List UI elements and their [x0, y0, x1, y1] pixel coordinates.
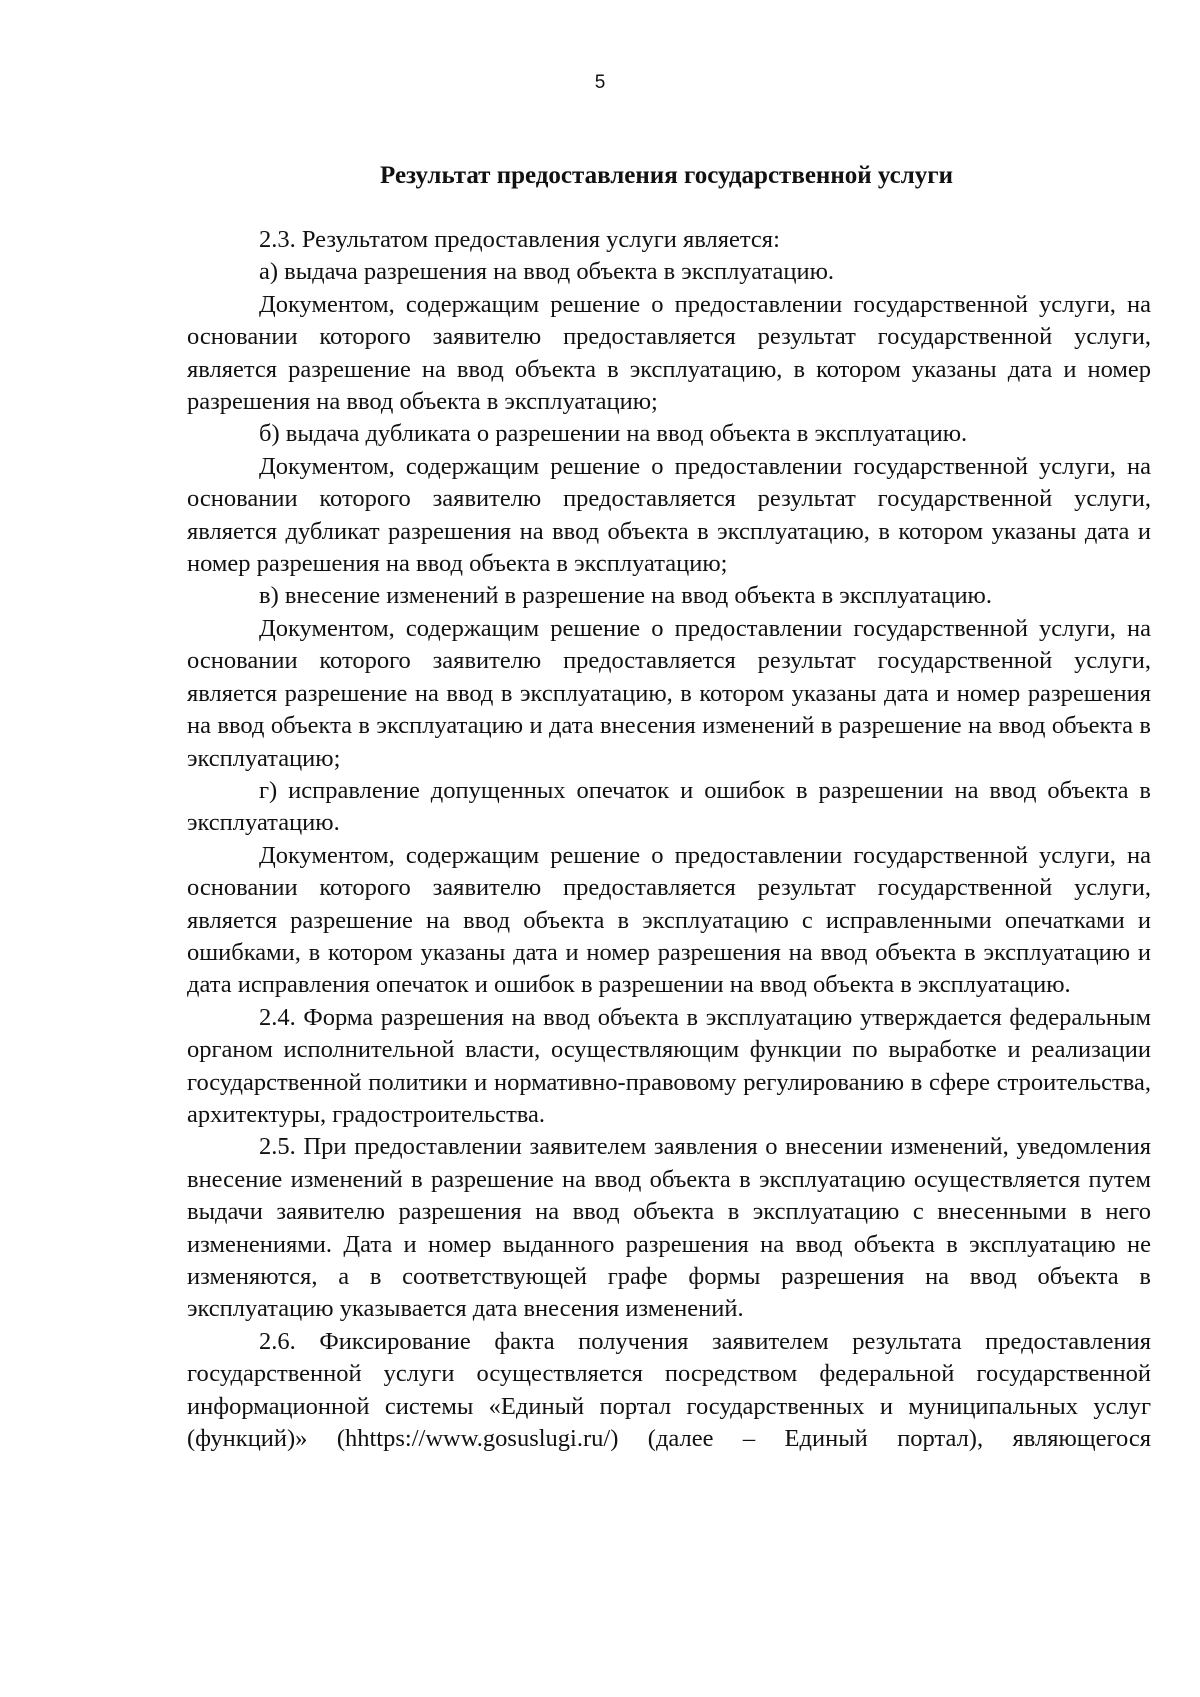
paragraph-result-v: Документом, содержащим решение о предоставлении государственной услуги, на основании которого заявителю предоставляется результат государственной услуги, является разрешение на ввод в эксплуатацию, в котором указаны дата и номер разрешения на ввод объекта в эксплуатацию и дата внесения изменений в разрешение на ввод объекта в эксплуатацию;: [187, 614, 1151, 772]
paragraph-result-b: Документом, содержащим решение о предоставлении государственной услуги, на основании которого заявителю предоставляется результат государственной услуги, является дубликат разрешения на ввод объекта в эксплуатацию, в котором указаны дата и номер разрешения на ввод объекта в эксплуатацию;: [187, 452, 1151, 578]
list-item-b: б) выдача дубликата о разрешении на ввод объекта в эксплуатацию.: [259, 420, 968, 448]
paragraph-2-3: 2.3. Результатом предоставления услуги является:: [259, 226, 780, 253]
paragraph-result-a: Документом, содержащим решение о предоставлении государственной услуги, на основании которого заявителю предоставляется результат государственной услуги, является разрешение на ввод объекта в эксплуатацию, в котором указаны дата и номер разрешения на ввод объекта в эксплуатацию;: [187, 290, 1151, 416]
paragraph-2-6: 2.6. Фиксирование факта получения заявителем результата предоставления государственной услуги осуществляется посредством федеральной государственной информационной системы «Единый портал государственных и муниципальных услуг (функций)» (hhttps://www.gosuslugi.ru/) (далее – Единый портал), являющегося: [187, 1327, 1151, 1453]
list-item-v: в) внесение изменений в разрешение на ввод объекта в эксплуатацию.: [259, 582, 992, 610]
document-body: [187, 224, 1151, 1455]
paragraph-result-g: Документом, содержащим решение о предоставлении государственной услуги, на основании которого заявителю предоставляется результат государственной услуги, является разрешение на ввод объекта в эксплуатацию с исправленными опечатками и ошибками, в котором указаны дата и номер разрешения на ввод объекта в эксплуатацию и дата исправления опечаток и ошибок в разрешении на ввод объекта в эксплуатацию.: [187, 841, 1151, 999]
paragraph-2-4: 2.4. Форма разрешения на ввод объекта в эксплуатацию утверждается федеральным органом исполнительной власти, осуществляющим функции по выработке и реализации государственной политики и нормативно-правовому регулированию в сфере строительства, архитектуры, градостроительства.: [187, 1003, 1151, 1128]
page-number: 5: [594, 72, 606, 93]
list-item-a: а) выдача разрешения на ввод объекта в эксплуатацию.: [259, 258, 835, 286]
list-item-g: г) исправление допущенных опечаток и ошибок в разрешении на ввод объекта в эксплуатацию.: [187, 776, 1151, 837]
paragraph-2-5: 2.5. При предоставлении заявителем заявления о внесении изменений, уведомления внесение изменений в разрешение на ввод объекта в эксплуатацию осуществляется путем выдачи заявителю разрешения на ввод объекта в эксплуатацию с внесенными в него изменениями. Дата и номер выданного разрешения на ввод объекта в эксплуатацию не изменяются, а в соответствующей графе формы разрешения на ввод объекта в эксплуатацию указывается дата внесения изменений.: [187, 1133, 1151, 1323]
section-heading: Результат предоставления государственной услуги: [380, 162, 953, 189]
